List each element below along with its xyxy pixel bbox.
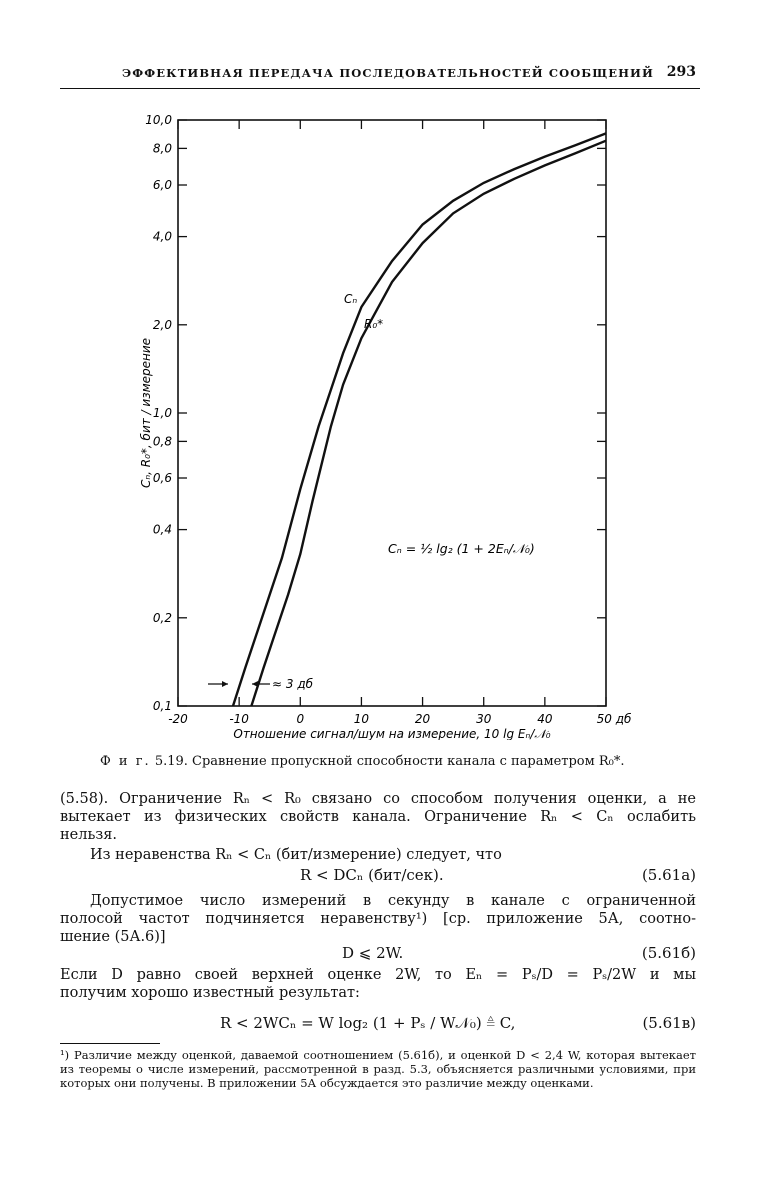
equation-5-61a-number: (5.61а) xyxy=(641,866,696,884)
page-number: 293 xyxy=(666,64,696,80)
paragraph-3-line-1: Допустимое число измерений в секунду в канале с ограниченной xyxy=(90,893,696,909)
gap-arrowhead-left xyxy=(222,681,228,687)
caption-text: 5.19. Сравнение пропускной способности канала с параметром R₀*. xyxy=(154,754,625,769)
x-tick-label: 20 xyxy=(414,712,431,726)
x-axis-label: Отношение сигнал/шум на измерение, 10 lg Eₙ/𝒩₀ xyxy=(233,727,551,740)
paragraph-2: Из неравенства Rₙ < Cₙ (бит/измерение) следует, что xyxy=(90,847,502,863)
x-tick-label: 50 дб xyxy=(596,712,632,726)
paragraph-1-line-1: (5.58). Ограничение Rₙ < R₀ связано со способом получения оценки, а не xyxy=(60,791,696,807)
equation-5-61b-body: D ⩽ 2W. xyxy=(342,944,404,962)
equation-5-61c-number: (5.61в) xyxy=(642,1014,696,1032)
running-header xyxy=(60,64,700,89)
y-tick-label: 0,4 xyxy=(152,522,172,537)
equation-5-61b xyxy=(60,944,696,964)
x-tick-label: -10 xyxy=(229,712,249,726)
caption-label: Ф и г. xyxy=(100,754,151,769)
y-tick-label: 0,6 xyxy=(152,471,172,486)
paragraph-3-line-3: шение (5А.6)] xyxy=(60,929,166,945)
x-tick-label: 10 xyxy=(353,712,370,726)
y-tick-label: 6,0 xyxy=(152,178,172,193)
gap-annotation: ≈ 3 дб xyxy=(272,677,314,691)
footnote: ¹) Различие между оценкой, даваемой соотношением (5.61б), и оценкой D < 2,4 W, которая вытекает из теоремы о числе измерений, рассмотренной в разд. 5.3, объясняется различными условиями, при которых они получены. В приложении 5А обсуждается это различие между оценками. xyxy=(60,1048,696,1090)
equation-5-61a-body: R < DCₙ (бит/сек). xyxy=(300,866,444,884)
series-line-cn xyxy=(233,133,606,706)
figure-caption xyxy=(100,754,700,769)
equation-5-61a xyxy=(60,866,696,886)
y-tick-label: 0,2 xyxy=(152,610,172,625)
paragraph-3-line-2: полосой частот подчиняется неравенству¹) [ср. приложение 5А, соотно- xyxy=(60,911,696,927)
series-label-cn: Cₙ xyxy=(344,292,358,306)
x-tick-label: -20 xyxy=(168,712,188,726)
y-tick-label: 4,0 xyxy=(152,229,172,244)
capacity-chart xyxy=(0,100,772,740)
y-axis-label: Cₙ, R₀*, бит / измерение xyxy=(139,337,153,489)
x-tick-label: 40 xyxy=(537,712,553,726)
y-tick-label: 8,0 xyxy=(152,141,172,156)
y-tick-label: 0,1 xyxy=(152,699,172,713)
equation-5-61c-body: R < 2WCₙ = W log₂ (1 + Pₛ / W𝒩₀) ≜ C, xyxy=(220,1014,516,1032)
x-tick-label: 0 xyxy=(296,712,305,726)
plot-area xyxy=(139,113,632,740)
paragraph-4-line-1: Если D равно своей верхней оценке 2W, то Eₙ = Pₛ/D = Pₛ/2W и мы xyxy=(60,967,696,983)
y-tick-label: 0,8 xyxy=(152,434,172,449)
paragraph-1-line-3: нельзя. xyxy=(60,827,118,843)
y-tick-label: 10,0 xyxy=(145,113,172,127)
formula-annotation: Cₙ = ½ lg₂ (1 + 2Eₙ/𝒩₀) xyxy=(388,541,535,556)
y-tick-label: 2,0 xyxy=(152,317,172,332)
y-tick-label: 1,0 xyxy=(152,406,172,420)
x-tick-label: 30 xyxy=(476,712,492,726)
series-line-r0 xyxy=(251,141,606,706)
series-label-r0: R₀* xyxy=(364,317,384,331)
paragraph-4-line-2: получим хорошо известный результат: xyxy=(60,985,360,1001)
equation-5-61c xyxy=(60,1014,696,1034)
running-title: ЭФФЕКТИВНАЯ ПЕРЕДАЧА ПОСЛЕДОВАТЕЛЬНОСТЕЙ СООБЩЕНИЙ xyxy=(122,66,654,80)
gap-arrowhead-right xyxy=(252,681,258,687)
equation-5-61b-number: (5.61б) xyxy=(641,944,696,962)
footnote-rule xyxy=(60,1043,160,1044)
plot-frame xyxy=(178,120,606,706)
paragraph-1-line-2: вытекает из физических свойств канала. Ограничение Rₙ < Cₙ ослабить xyxy=(60,809,696,825)
